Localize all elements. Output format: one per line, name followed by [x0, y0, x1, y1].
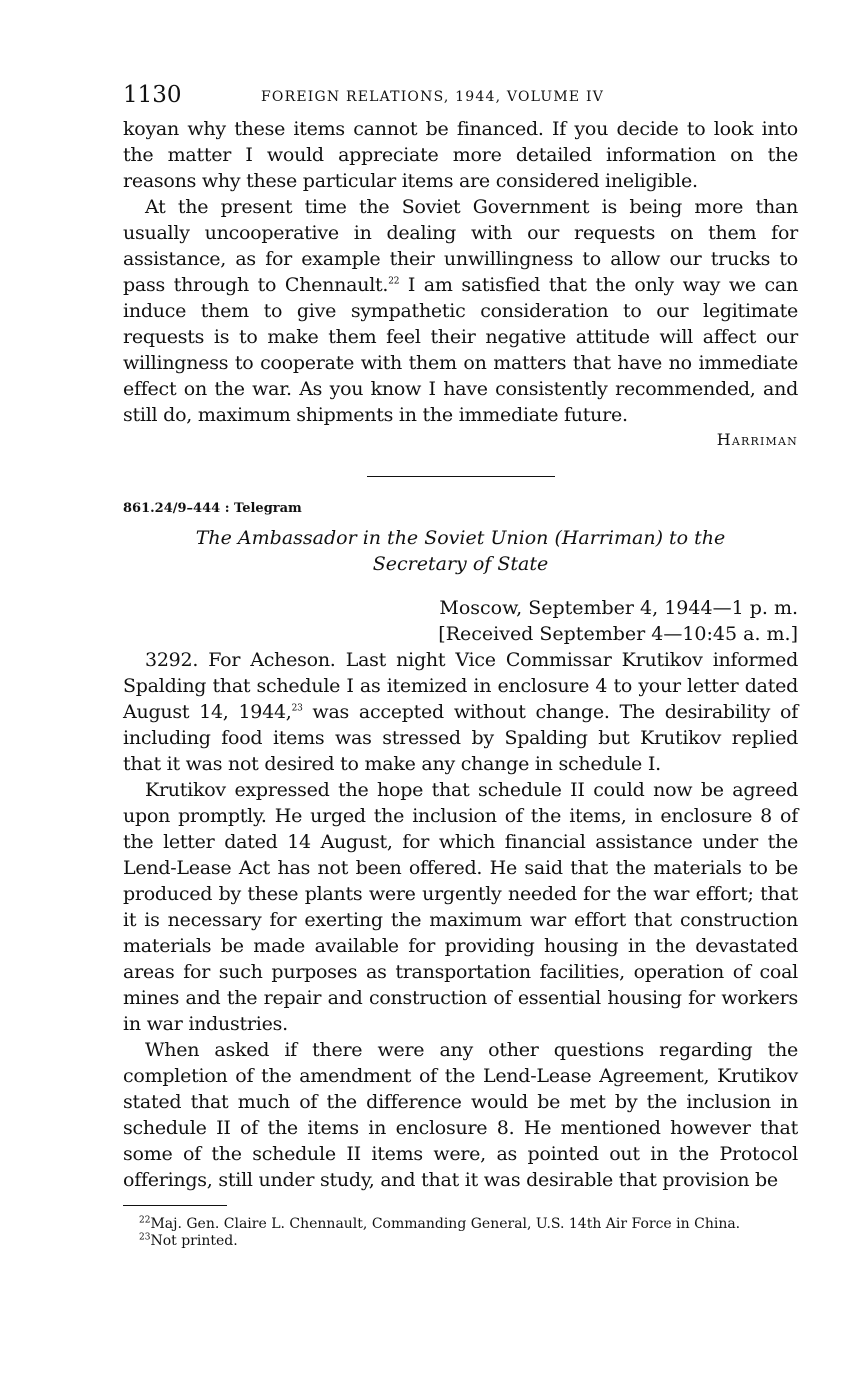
footnote-text: Not printed. [150, 1233, 238, 1249]
paragraph [123, 647, 798, 777]
footnotes [123, 1216, 798, 1250]
footnote-ref: 23 [291, 703, 303, 714]
dateline: Moscow, September 4, 1944—1 p. m. [439, 597, 798, 619]
continuation-text [123, 116, 798, 428]
paragraph: When asked if there were any other questions regarding the completion of the amendment of the Lend-Lease Agreement, Krutikov stated that much of the difference would be met by the inclusion in schedule II of the items in enclosure 8. He mentioned however that some of the schedule II items were, as pointed out in the Protocol offerings, still under study, and that it was desirable that provision be [123, 1039, 798, 1191]
title-line: The Ambassador in the Soviet Union (Harriman) to the [195, 527, 726, 549]
received-line: [Received September 4—10:45 a. m.] [438, 623, 798, 645]
signature [123, 428, 798, 452]
paragraph: koyan why these items cannot be financed. If you decide to look into the matter I would appreciate more detailed information on the reasons why these particular items are considered ineligible. [123, 118, 798, 192]
page-number: 1130 [123, 82, 182, 108]
telegram-text [123, 647, 798, 1193]
paragraph-text: At the present time the Soviet Government is being more than usually uncooperative in dealing with our requests on them for assistance, as for example their unwillingness to allow our trucks to pass through to Chennault. [123, 196, 798, 296]
footnote-text: Maj. Gen. Claire L. Chennault, Commanding General, U.S. 14th Air Force in China. [150, 1216, 741, 1232]
running-title: FOREIGN RELATIONS, 1944, VOLUME IV [261, 89, 605, 105]
title-line: Secretary of State [372, 553, 549, 575]
footnote [123, 1216, 798, 1233]
document-title [123, 525, 798, 577]
footnote-mark: 23 [139, 1232, 151, 1243]
paragraph [123, 194, 798, 428]
paragraph: Krutikov expressed the hope that schedule II could now be agreed upon promptly. He urged the inclusion of the items, in enclosure 8 of the letter dated 14 August, for which financial assistance under the Lend-Lease Act has not been offered. He said that the materials to be produced by these plants were urgently needed for the war effort; that it is necessary for exerting the maximum war effort that construction materials be made available for providing housing in the devastated areas for such purposes as transportation facilities, operation of coal mines and the repair and construction of essential housing for workers in war industries. [123, 779, 798, 1035]
signature-name: Harriman [716, 430, 798, 449]
section-divider [367, 476, 555, 477]
paragraph-text: I am satisfied that the only way we can induce them to give sympathetic consideration to our legitimate requests is to make them feel their negative attitude will affect our willingness to cooperate with them on matters that have no immediate effect on the war. As you know I have consistently recommended, and still do, maximum shipments in the immediate future. [123, 274, 798, 426]
document-page [123, 82, 798, 1250]
footnote [123, 1233, 798, 1250]
footnote-ref: 22 [388, 276, 400, 287]
paragraph-text: 3292. For Acheson. Last night Vice Commissar Krutikov informed Spalding that schedule I as itemized in enclosure 4 to your letter dated August 14, 1944, [123, 649, 798, 723]
paragraph-text: was accepted without change. The desirability of including food items was stressed by Spalding but Krutikov replied that it was not desired to make any change in schedule I. [123, 701, 799, 775]
file-reference: 861.24/9–444 : Telegram [123, 501, 302, 516]
footnote-divider [123, 1205, 227, 1206]
page-header [123, 82, 798, 116]
footnote-mark: 22 [139, 1215, 151, 1226]
